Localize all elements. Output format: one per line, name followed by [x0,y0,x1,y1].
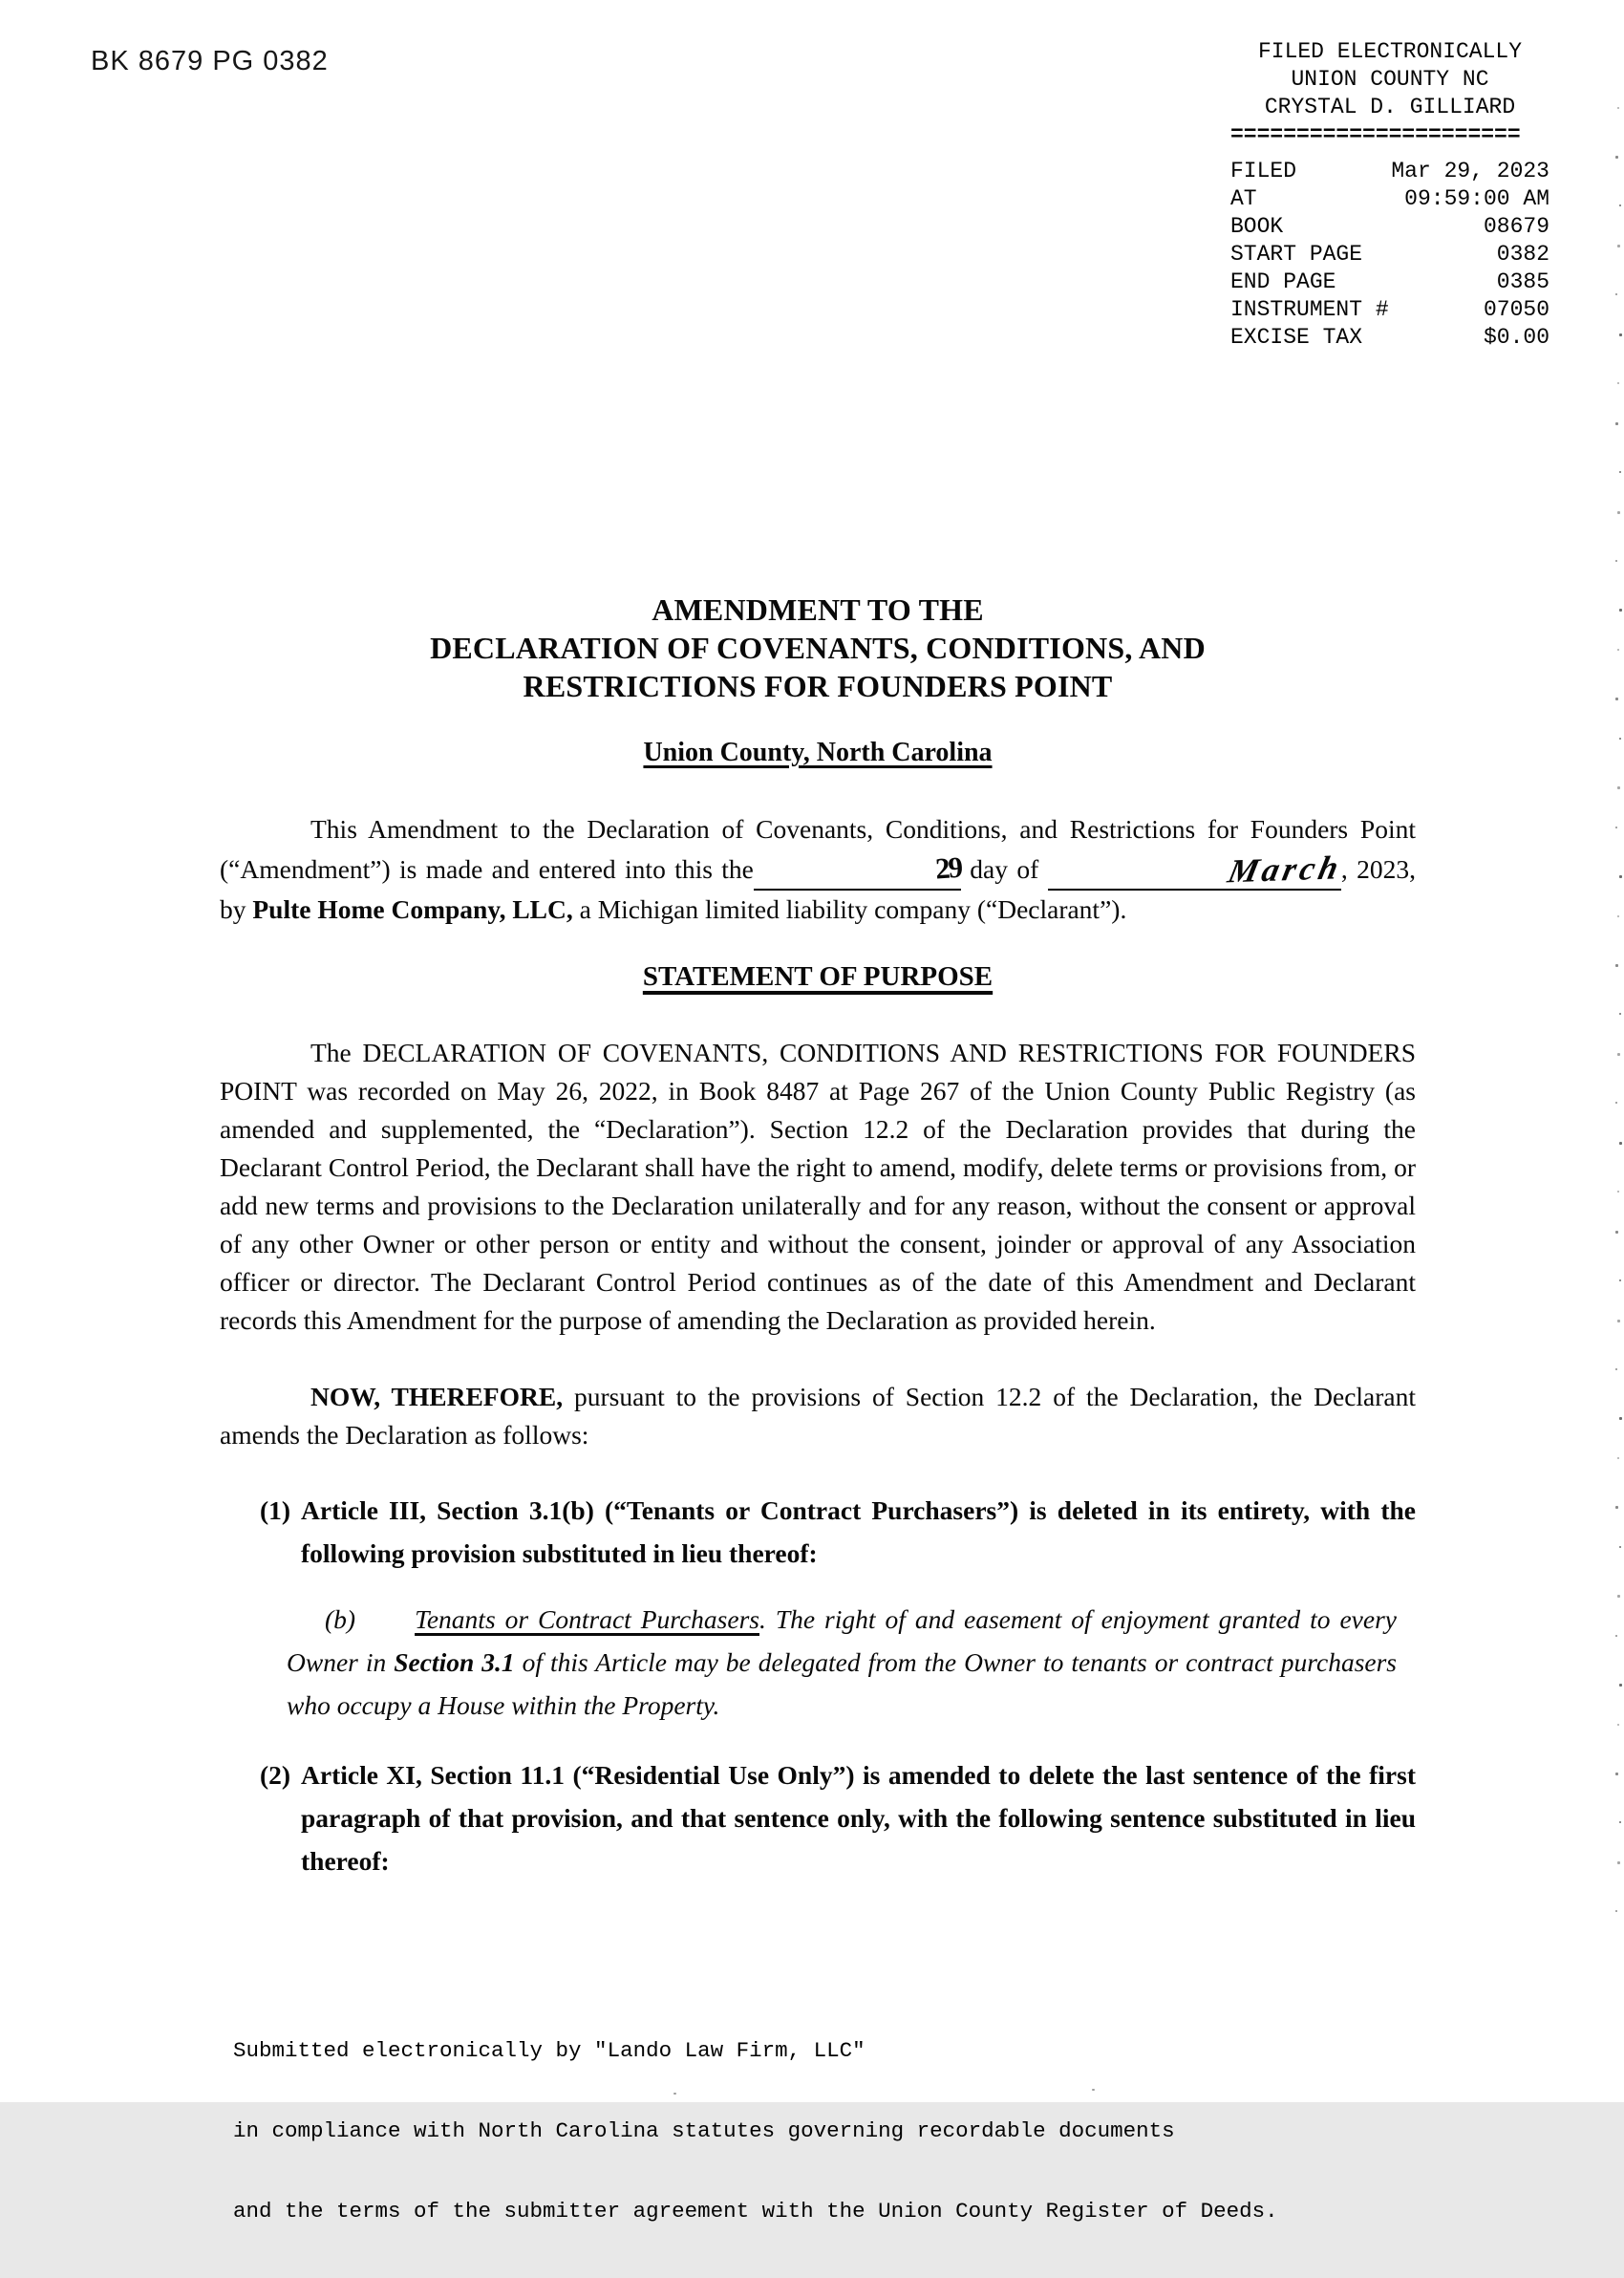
stamp-filed-electronically: FILED ELECTRONICALLY [1257,39,1523,64]
amendment-item-1-number: (1) [260,1495,291,1525]
scan-speck [1617,245,1620,247]
field-label: INSTRUMENT # [1230,297,1389,322]
scan-speck [1619,471,1621,473]
scan-speck [1617,786,1620,789]
document-title-line-2: DECLARATION OF COVENANTS, CONDITIONS, AND [430,631,1206,665]
handwritten-day: 29 [933,849,963,886]
field-value: 07050 [1483,297,1549,322]
stamp-county: UNION COUNTY NC [1291,67,1489,92]
scan-speck [1619,609,1622,612]
field-value: 0385 [1496,269,1549,294]
document-title-line-3: RESTRICTIONS FOR FOUNDERS POINT [523,669,1113,703]
scan-speck [1617,1861,1620,1864]
scan-speck [1617,1595,1620,1598]
scan-speck [1615,422,1618,425]
scan-speck [1617,1191,1619,1193]
scan-speck [1615,1910,1617,1912]
scan-speck [1615,1102,1617,1104]
scan-speck [1619,1142,1622,1145]
stamp-field-start-page [1230,241,1549,269]
scan-speck [1617,511,1620,514]
scan-speck [1619,204,1621,206]
scan-speck [1619,333,1622,336]
scan-speck [1619,1013,1621,1015]
field-label: AT [1230,186,1257,211]
scan-speck [673,2093,676,2095]
scan-speck [1092,2089,1095,2091]
scan-speck [1617,1053,1620,1056]
amendment-item-1 [220,1489,1416,1575]
scan-speck [1617,1724,1619,1726]
amendment-item-2 [220,1753,1416,1882]
scan-speck [1619,1279,1621,1281]
stamp-field-at [1230,185,1549,213]
field-value: 09:59:00 AM [1404,186,1549,211]
field-value: Mar 29, 2023 [1391,159,1549,183]
scan-speck [1619,738,1621,740]
scan-speck [1615,1368,1617,1370]
statement-of-purpose-heading: STATEMENT OF PURPOSE [642,961,994,992]
scan-speck [1617,107,1619,109]
stamp-fields [1230,158,1549,352]
stamp-field-filed [1230,158,1549,185]
scan-speck [1619,1684,1622,1687]
provision-b-label: (b) [325,1604,356,1634]
scan-speck [1617,382,1619,384]
scan-speck [1619,1546,1621,1548]
submitter-note-line-1: Submitted electronically by "Lando Law Firm, LLC" [233,2038,865,2063]
scan-speck [1619,875,1622,878]
scan-speck [1615,560,1617,562]
intro-paragraph: This Amendment to the Declaration of Covenants, Conditions, and Restrictions for Founders Point (“Amendment”) is made and entered into this the 29 day of March, 2023, by Pulte Home Company, LLC, a Michigan limited liability company (“Declarant”). [220,814,1416,924]
provision-b-paragraph: (b) Tenants or Contract Purchasers. The right of and easement of enjoyment granted to every Owner in Section 3.1 of this Article may be delegated from the Owner to tenants or contract purchasers who occupy a House within the Property. [287,1604,1398,1720]
stamp-field-book [1230,213,1549,241]
amendment-item-2-number: (2) [260,1759,291,1790]
scan-speck [1615,1506,1618,1509]
scan-speck [1615,1773,1618,1775]
scan-speck [1619,1821,1621,1823]
document-subtitle: Union County, North Carolina [643,738,993,767]
now-therefore-lead: NOW, THEREFORE, [310,1382,564,1411]
submitter-note [233,1984,1278,2278]
field-label: FILED [1230,159,1297,183]
document-body [220,591,1416,1882]
scan-speck [1617,915,1619,917]
submitter-note-line-2: in compliance with North Carolina statutes governing recordable documents [233,2118,1175,2143]
stamp-separator: ====================== [1230,122,1521,147]
book-page-label: BK 8679 PG 0382 [91,46,329,76]
field-label: END PAGE [1230,269,1336,294]
stamp-register-name: CRYSTAL D. GILLIARD [1264,95,1516,119]
amendment-item-2-text: Article XI, Section 11.1 (“Residential Use Only”) is amended to delete the last sentence of the first paragraph of that provision, and that sentence only, with the following sentence substituted in lieu thereof: [301,1759,1416,1876]
stamp-field-instrument [1230,296,1549,324]
stamp-field-end-page [1230,269,1549,296]
field-value: 0382 [1496,242,1549,267]
submitter-note-line-3: and the terms of the submitter agreement with the Union County Register of Deeds. [233,2199,1278,2224]
field-label: BOOK [1230,214,1284,239]
scan-speck [1617,1457,1619,1459]
handwritten-month: March [1224,849,1346,891]
field-label: EXCISE TAX [1230,325,1363,350]
provision-b-caption: Tenants or Contract Purchasers [415,1604,759,1634]
document-title-line-1: AMENDMENT TO THE [652,592,984,627]
scan-speck [1615,1231,1618,1234]
scan-speck [1615,293,1617,295]
stamp-field-excise-tax [1230,324,1549,352]
field-value: $0.00 [1483,325,1549,350]
scan-speck [1615,156,1618,159]
scan-speck [1617,649,1619,651]
statement-of-purpose-paragraph: The DECLARATION OF COVENANTS, CONDITIONS AND RESTRICTIONS FOR FOUNDERS POINT was recorded on May 26, 2022, in Book 8487 at Page 267 of the Union County Public Registry (as amended and supplemented, the “Declaration”). Section 12.2 of the Declaration provides that during the Declarant Control Period, the Declarant shall have the right to amend, modify, delete terms or provisions from, or add new terms and provisions to the Declaration unilaterally and for any reason, without the consent or approval of any other Owner or other person or entity and without the consent, joinder or approval of any Association officer or director. The Declarant Control Period continues as of the date of this Amendment and Declarant records this Amendment for the purpose of amending the Declaration as provided herein. [220,1038,1416,1335]
scan-speck [1615,964,1618,967]
scan-speck [1615,698,1618,700]
scan-speck [1619,1417,1622,1420]
field-label: START PAGE [1230,242,1363,267]
recorder-filing-stamp [1230,38,1549,352]
scan-speck [1615,827,1617,828]
provision-b-section-ref: Section 3.1 [394,1647,515,1677]
handwritten-month-blank [1048,849,1346,891]
amendment-item-1-text: Article III, Section 3.1(b) (“Tenants or Contract Purchasers”) is deleted in its entirety, with the following provision substituted in lieu thereof: [301,1495,1416,1568]
declarant-name: Pulte Home Company, LLC, [252,894,573,924]
field-value: 08679 [1483,214,1549,239]
scan-speck [1615,1635,1617,1637]
handwritten-day-blank [754,849,961,891]
scan-speck [1617,1320,1620,1322]
now-therefore-paragraph: NOW, THEREFORE, pursuant to the provisions of Section 12.2 of the Declaration, the Declarant amends the Declaration as follows: [220,1382,1416,1450]
